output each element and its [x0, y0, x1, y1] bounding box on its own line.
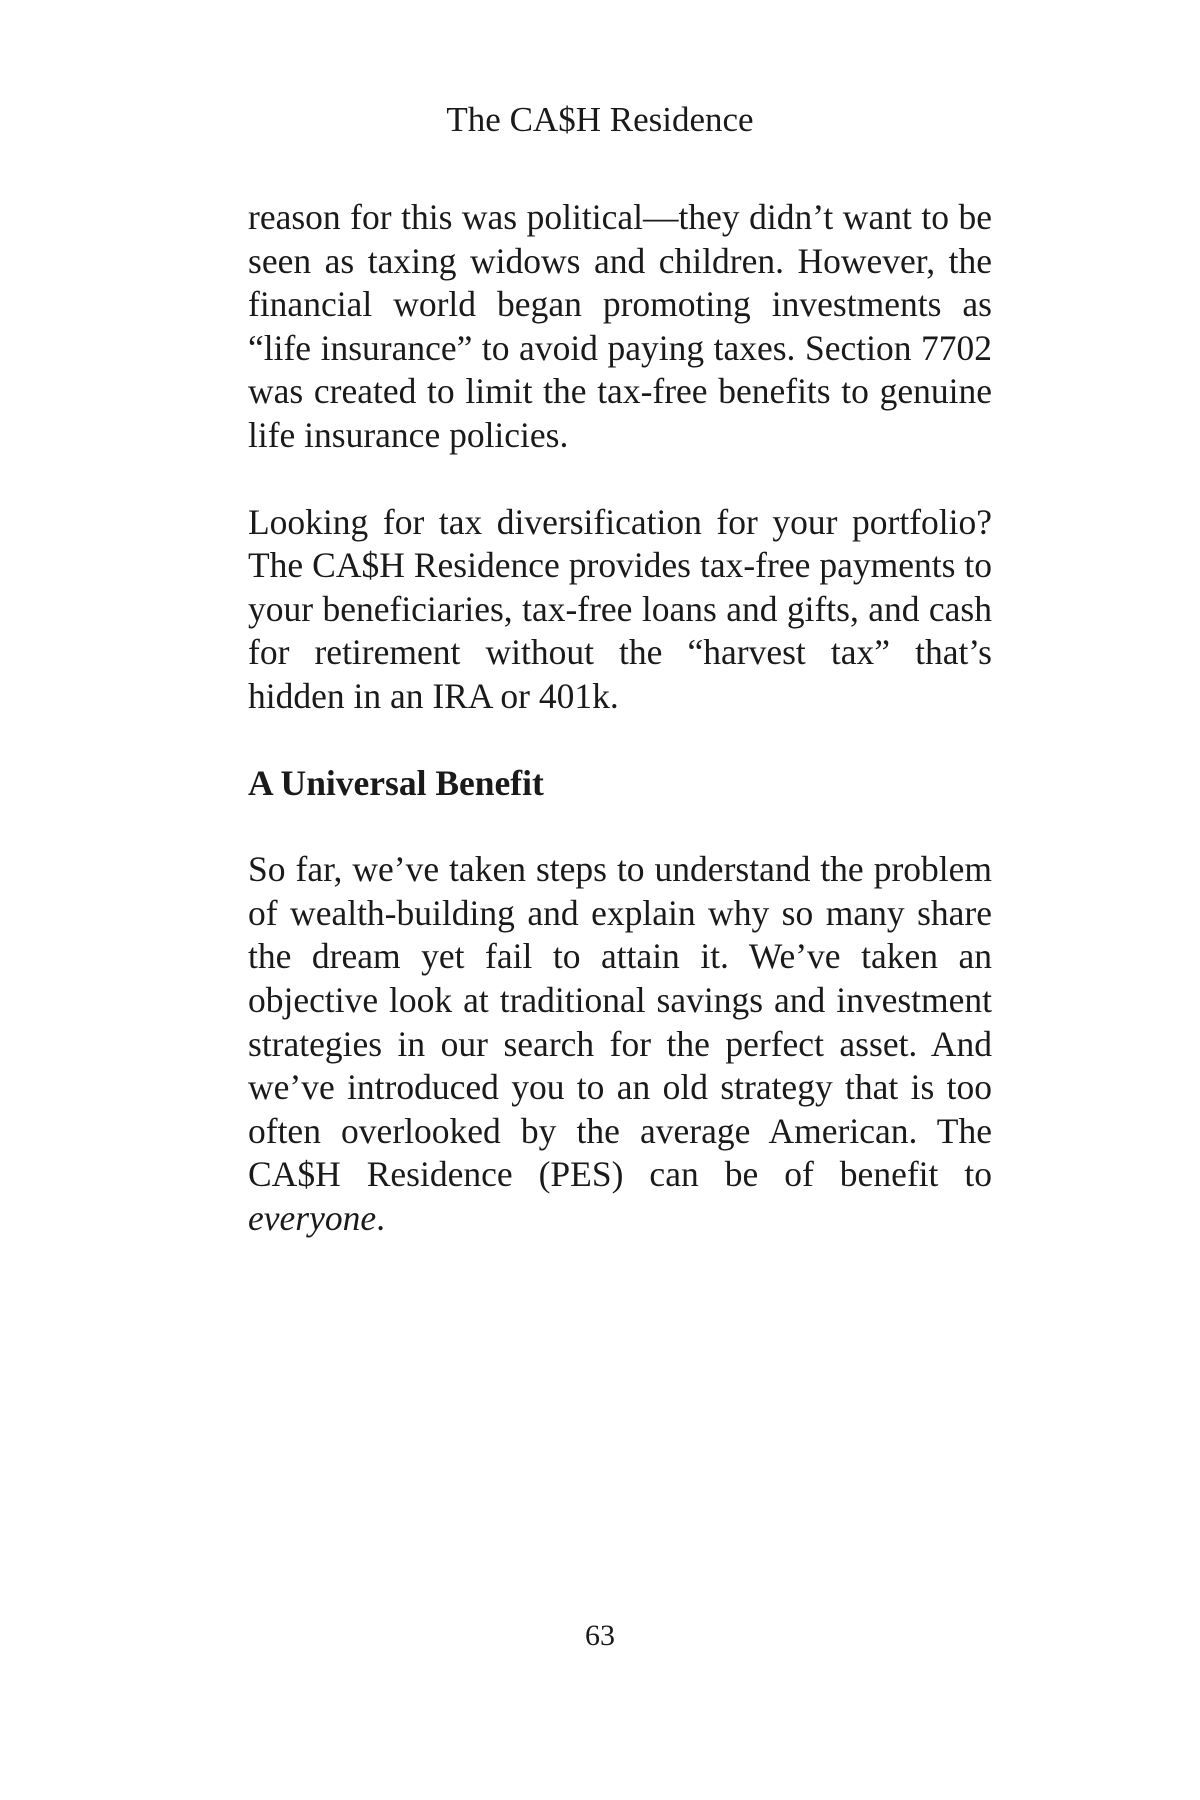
body-text: [248, 196, 992, 1240]
section-heading: A Universal Benefit: [248, 762, 544, 803]
paragraph-universal-benefit-period: .: [376, 1197, 385, 1238]
page-number: 63: [585, 1619, 615, 1652]
paragraph-universal-benefit: [248, 848, 992, 1240]
paragraph-universal-benefit-text: So far, we’ve taken steps to understand the problem of wealth-building and explain why so many share the dream yet fail to attain it. We’ve taken an objective look at traditional savings and investment strategies in our search for the perfect asset. And we’ve introduced you to an old strategy that is too often overlooked by the average American. The CA$H Residence (PES) can be of benefit to: [248, 849, 992, 1195]
running-header-title: The CA$H Residence: [446, 100, 754, 139]
emphasis-everyone: everyone: [248, 1197, 377, 1238]
paragraph-section-7702: reason for this was political—they didn’t want to be seen as taxing widows and children. However, the financial world began promoting investments as “life insurance” to avoid paying taxes. Section 7702 was created to limit the tax-free benefits to genuine life insurance policies.: [248, 197, 992, 455]
paragraph-tax-diversification: Looking for tax diversification for your portfolio? The CA$H Residence provides tax-free payments to your beneficiaries, tax-free loans and gifts, and cash for retirement without the “harvest tax” that’s hidden in an IRA or 401k.: [248, 501, 992, 716]
